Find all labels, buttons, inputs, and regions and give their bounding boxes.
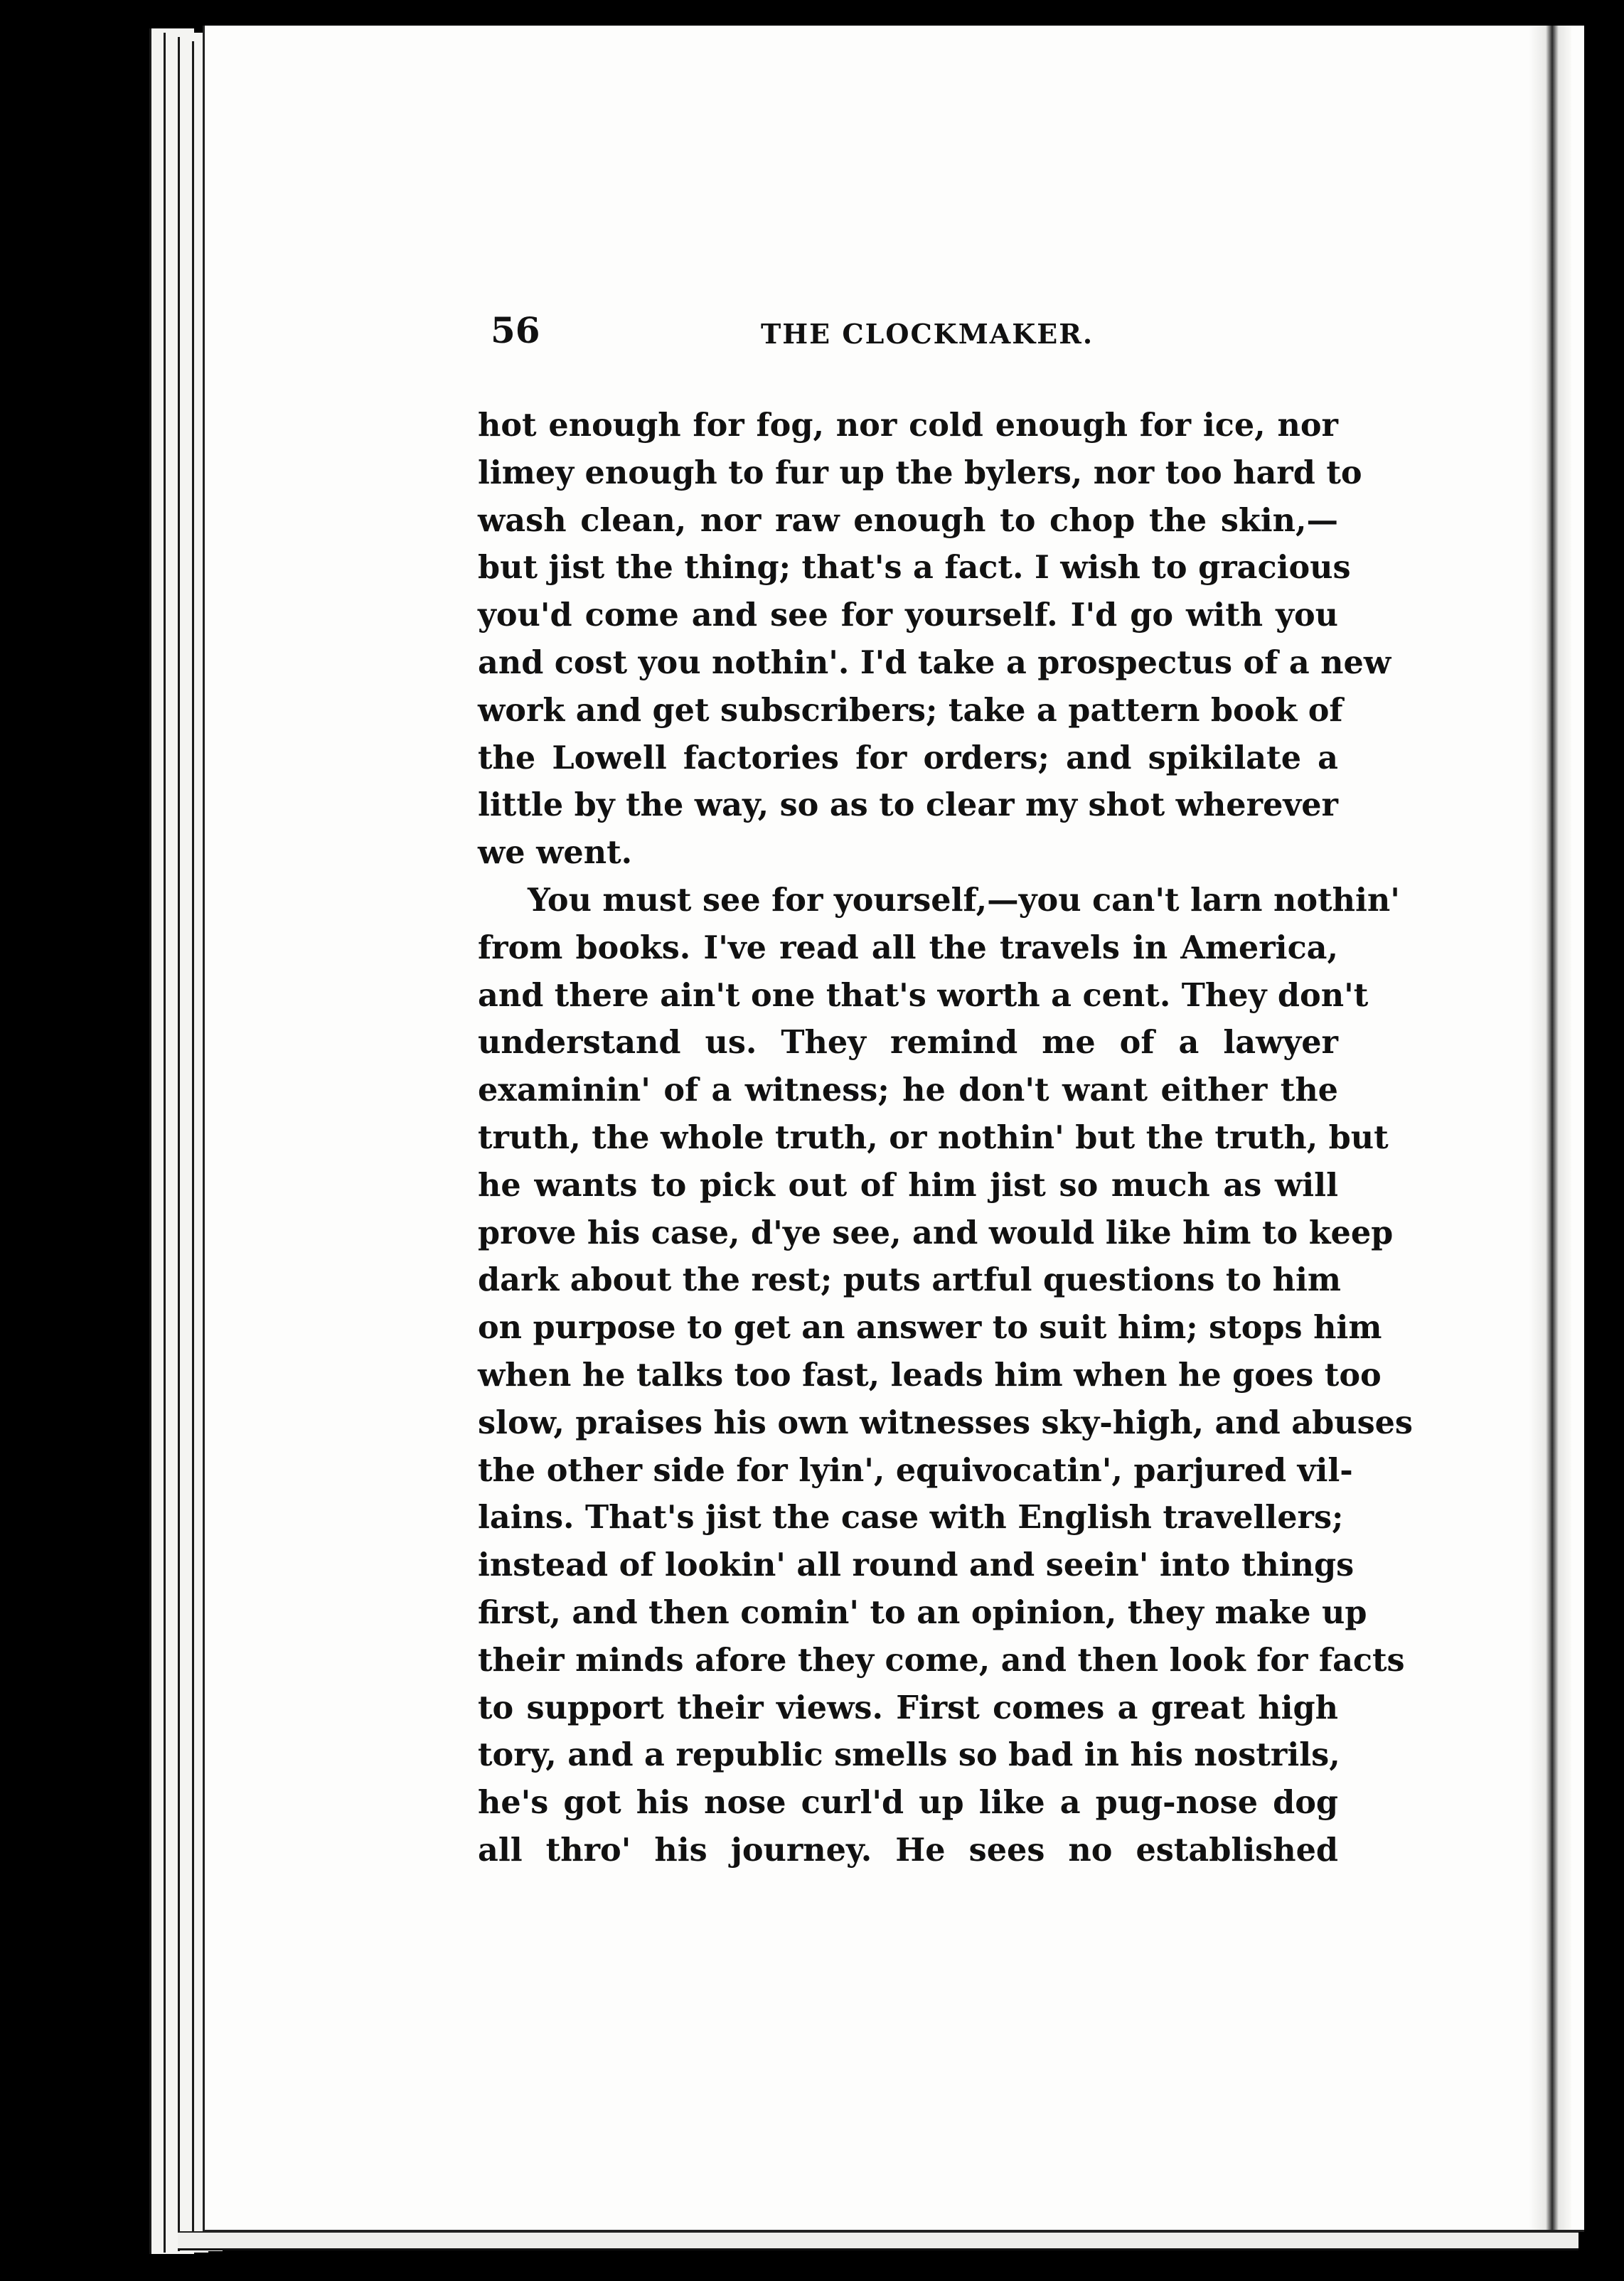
text-line: all thro' his journey. He sees no established — [478, 1831, 1338, 1869]
text-line: little by the way, so as to clear my shot wherever — [478, 786, 1338, 824]
text-line: understand us. They remind me of a lawyer — [478, 1024, 1338, 1062]
text-line: he's got his nose curl'd up like a pug-nose dog — [478, 1784, 1338, 1822]
text-line: examinin' of a witness; he don't want either the — [478, 1072, 1338, 1109]
text-line: when he talks too fast, leads him when he goes too — [478, 1356, 1382, 1394]
text-line: You must see for yourself,—you can't larn nothin' — [528, 881, 1400, 919]
text-line: tory, and a republic smells so bad in his nostrils, — [478, 1736, 1340, 1774]
text-line: their minds afore they come, and then look for facts — [478, 1641, 1405, 1679]
text-line: limey enough to fur up the bylers, nor too hard to — [478, 454, 1362, 491]
running-title: THE CLOCKMAKER. — [761, 318, 1094, 350]
text-line: and there ain't one that's worth a cent. They don't — [478, 976, 1369, 1014]
page-header — [491, 309, 1344, 366]
text-line: he wants to pick out of him jist so much as will — [478, 1166, 1338, 1204]
text-line: first, and then comin' to an opinion, they make up — [478, 1593, 1367, 1631]
text-line: prove his case, d'ye see, and would like him to keep — [478, 1214, 1394, 1251]
text-line: slow, praises his own witnesses sky-high, and abuses — [478, 1404, 1413, 1441]
text-line: but jist the thing; that's a fact. I wish to gracious — [478, 549, 1351, 587]
page-number: 56 — [491, 309, 540, 351]
text-line: and cost you nothin'. I'd take a prospectus of a new — [478, 643, 1391, 681]
text-line: lains. That's jist the case with English travellers; — [478, 1499, 1344, 1537]
text-line: hot enough for fog, nor cold enough for ice, nor — [478, 407, 1338, 444]
text-line: work and get subscribers; take a pattern book of — [478, 691, 1343, 729]
text-line: the other side for lyin', equivocatin', parjured vil- — [478, 1451, 1353, 1489]
text-line: truth, the whole truth, or nothin' but the truth, but — [478, 1118, 1389, 1156]
text-line: we went. — [478, 834, 633, 872]
body-text — [478, 402, 1413, 1874]
text-line: to support their views. First comes a great high — [478, 1689, 1338, 1726]
text-line: the Lowell factories for orders; and spikilate a — [478, 739, 1338, 776]
page-bottom-edge — [178, 2231, 1578, 2250]
book-gutter — [1529, 26, 1571, 2230]
text-line: on purpose to get an answer to suit him; stops him — [478, 1309, 1382, 1347]
text-line: from books. I've read all the travels in America, — [478, 929, 1338, 966]
text-line: instead of lookin' all round and seein' into things — [478, 1547, 1355, 1584]
text-line: dark about the rest; puts artful questions to him — [478, 1261, 1341, 1299]
text-line: you'd come and see for yourself. I'd go with you — [478, 597, 1338, 634]
text-line: wash clean, nor raw enough to chop the skin,— — [478, 501, 1338, 539]
